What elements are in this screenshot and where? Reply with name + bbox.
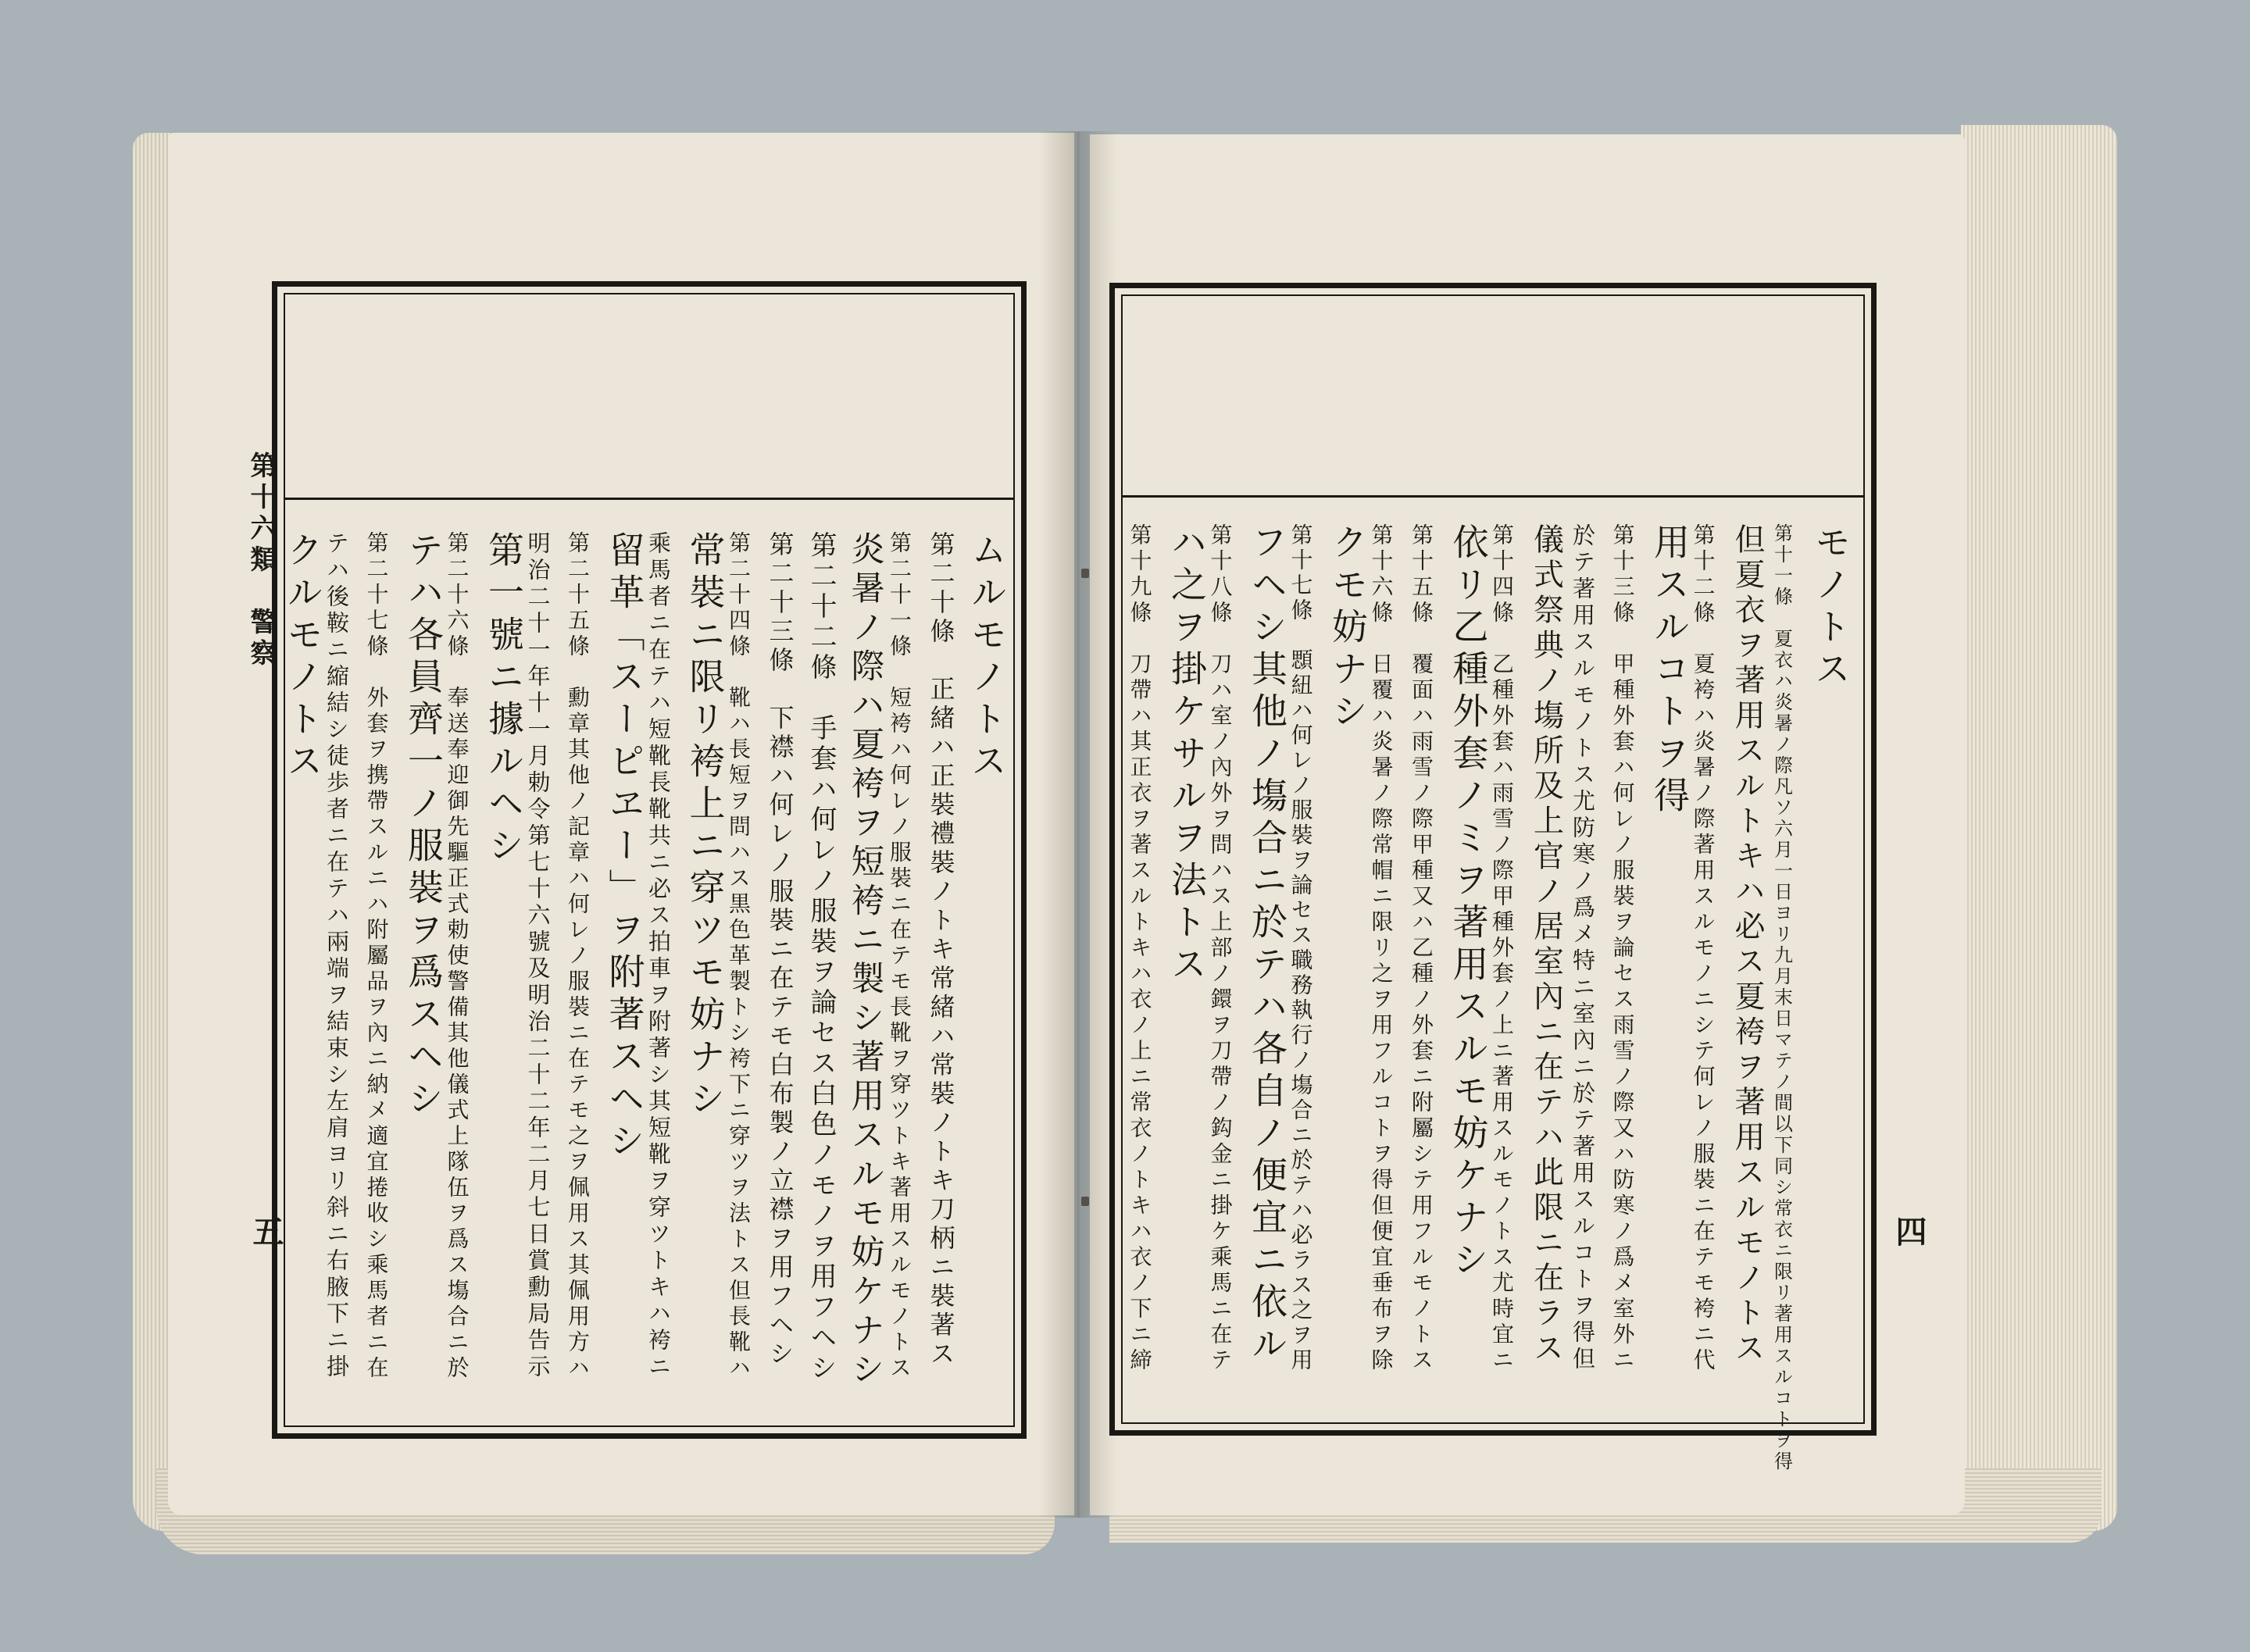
text-column: 於テ著用スルモノトス尤防寒ノ爲メ特ニ室內ニ於テ著用スルコトヲ得但 — [1570, 523, 1596, 1373]
running-header: 第十六類 警察 — [245, 451, 277, 670]
text-column: ハ之ヲ掛ケサルヲ法トス — [1166, 523, 1208, 987]
text-column: 第十六條 日覆ハ炎暑ノ際常帽ニ限リ之ヲ用フルコトヲ得但便宜垂布ヲ除 — [1368, 523, 1395, 1374]
text-column: 留革「スーピヱー」ヲ附著スヘシ — [603, 531, 646, 1164]
text-column: ムルモノトス — [966, 531, 1008, 784]
left-header-rule — [284, 498, 1015, 500]
text-column: テハ後鞍ニ縮結シ徒歩者ニ在テハ兩端ヲ結束シ左肩ヨリ斜ニ右腋下ニ掛 — [323, 531, 350, 1381]
text-column: 第十一條 夏衣ハ炎暑ノ際凡ソ六月一日ヨリ九月末日マテノ間以下同シ常衣ニ限リ著用スルコトヲ得 — [1770, 523, 1793, 1472]
text-column: 常裝ニ限リ袴上ニ穿ツモ妨ナシ — [684, 531, 727, 1122]
text-column: 第二十四條 靴ハ長短ヲ問ハス黒色革製トシ袴下ニ穿ツヲ法トス但長靴ハ — [726, 531, 752, 1382]
text-column: 第二十一條 短袴ハ何レノ服裝ニ在テモ長靴ヲ穿ツトキ著用スルモノトス — [887, 531, 912, 1382]
text-column: 第十五條 覆面ハ雨雪ノ際甲種又ハ乙種ノ外套ニ附屬シテ用フルモノトス — [1409, 523, 1434, 1374]
text-column: テハ各員齊一ノ服裝ヲ爲スヘシ — [402, 531, 445, 1122]
text-column: クモ妨ナシ — [1327, 523, 1369, 734]
text-column: 第二十六條 奉送奉迎御先驅正式勅使警備其他儀式上隊伍ヲ爲ス塲合ニ於 — [444, 531, 470, 1382]
page-number-right: 四 — [1891, 1215, 1927, 1247]
text-column: 第二十三條 下襟ハ何レノ服裝ニ在テモ白布製ノ立襟ヲ用フヘシ — [765, 531, 795, 1369]
text-column: 第十三條 甲種外套ハ何レノ服裝ヲ論セス雨雪ノ際又ハ防寒ノ爲メ室外ニ — [1609, 523, 1636, 1374]
text-column: 用スルコトヲ得 — [1648, 523, 1691, 819]
text-column: クルモノトス — [281, 531, 324, 784]
text-column: 乘馬者ニ在テハ短靴長靴共ニ必ス拍車ヲ附著シ其短靴ヲ穿ツトキハ袴ニ — [645, 531, 672, 1381]
binding-staple-bottom — [1081, 1197, 1089, 1206]
book-gutter — [1039, 131, 1117, 1518]
text-column: モノトス — [1809, 523, 1852, 692]
text-column: 但夏衣ヲ著用スルトキハ必ス夏袴ヲ著用スルモノトス — [1730, 523, 1765, 1367]
text-column: 第十八條 刀ハ室ノ內外ヲ問ハス上部ノ鐶ヲ刀帶ノ鈎金ニ掛ケ乘馬ニ在テ — [1207, 523, 1234, 1374]
text-column: 儀式祭典ノ塲所及上官ノ居室內ニ在テハ此限ニ在ラス — [1528, 523, 1564, 1367]
text-column: 第二十七條 外套ヲ携帶スルニハ附屬品ヲ內ニ納メ適宜捲收シ乘馬者ニ在 — [363, 531, 390, 1382]
text-column: 第二十條 正緒ハ正裝禮裝ノトキ常緒ハ常裝ノトキ刀柄ニ裝著ス — [926, 531, 956, 1369]
text-column: 第一號ニ據ルヘシ — [483, 531, 525, 869]
text-column: 明治二十一年十一月勅令第七十六號及明治二十二年二月七日賞勳局告示 — [524, 531, 552, 1381]
text-column: 第十四條 乙種外套ハ雨雪ノ際甲種外套ノ上ニ著用スルモノトス尤時宜ニ — [1489, 523, 1515, 1374]
page-number-left: 五 — [248, 1215, 284, 1247]
right-page-edges — [1961, 125, 2117, 1531]
text-column: 炎暑ノ際ハ夏袴ヲ短袴ニ製シ著用スルモ妨ケナシ — [845, 531, 885, 1390]
text-column: 第二十二條 手套ハ何レノ服裝ヲ論セス白色ノモノヲ用フヘシ — [805, 531, 837, 1384]
right-header-rule — [1121, 495, 1865, 498]
text-column: 依リ乙種外套ノミヲ著用スルモ妨ケナシ — [1447, 523, 1490, 1283]
text-column: 第十七條 顋紐ハ何レノ服裝ヲ論セス職務執行ノ塲合ニ於テハ必ラス之ヲ用 — [1288, 523, 1314, 1373]
binding-staple-top — [1081, 569, 1089, 578]
text-column: 第十二條 夏袴ハ炎暑ノ際著用スルモノニシテ何レノ服裝ニ在テモ袴ニ代 — [1690, 523, 1716, 1374]
text-column: フヘシ其他ノ塲合ニ於テハ各自ノ便宜ニ依ル — [1246, 523, 1288, 1367]
text-column: 第十九條 刀帶ハ其正衣ヲ著スルトキハ衣ノ上ニ常衣ノトキハ衣ノ下ニ締 — [1127, 523, 1153, 1374]
text-column: 第二十五條 勳章其他ノ記章ハ何レノ服裝ニ在テモ之ヲ佩用ス其佩用方ハ — [565, 531, 591, 1382]
